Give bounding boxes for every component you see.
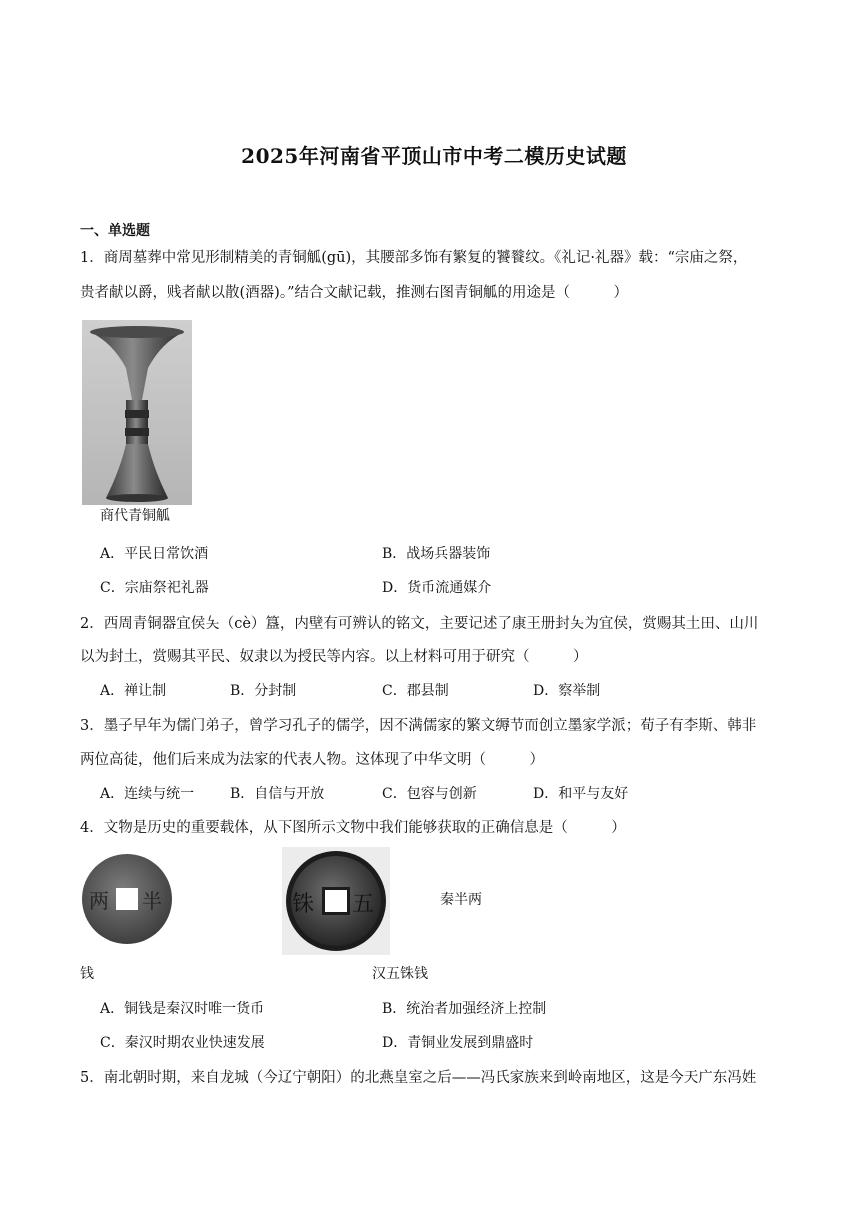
q4-option-a[interactable]: A．铜钱是秦汉时唯一货币	[100, 1001, 265, 1017]
coin2-left-char: 铢	[292, 892, 315, 917]
q2-option-b[interactable]: B．分封制	[230, 683, 297, 699]
q2-option-c[interactable]: C．郡县制	[382, 683, 449, 699]
q3-stem-line1: 3．墨子早年为儒门弟子，曾学习孔子的儒学，因不满儒家的繁文缛节而创立墨家学派；荀子有李斯、韩非	[80, 718, 757, 734]
q4-option-d[interactable]: D．青铜业发展到鼎盛时	[382, 1035, 534, 1051]
q3-option-c[interactable]: C．包容与创新	[382, 786, 477, 802]
section-heading: 一、单选题	[80, 223, 150, 239]
page-title: 2025年河南省平顶山市中考二模历史试题	[241, 144, 627, 168]
coin2-right-char: 五	[352, 892, 375, 917]
q4-coin1-caption-tail: 钱	[80, 966, 94, 982]
q4-stem-line1: 4．文物是历史的重要载体，从下图所示文物中我们能够获取的正确信息是（ ）	[80, 820, 626, 836]
q2-stem-line1: 2．西周青铜器宜侯夨（cè）簋，内壁有可辨认的铭文，主要记述了康王册封夨为宜侯，赏赐其土田、山川	[80, 616, 759, 632]
q3-stem-line2: 两位高徒，他们后来成为法家的代表人物。这体现了中华文明（ ）	[80, 752, 544, 768]
q2-option-a[interactable]: A．禅让制	[100, 683, 167, 699]
coin1-right-char: 半	[142, 889, 162, 913]
han-wuzhu-coin-image	[282, 847, 390, 955]
q4-option-b[interactable]: B．统治者加强经济上控制	[382, 1001, 547, 1017]
q1-image-caption: 商代青铜觚	[100, 508, 170, 524]
q4-option-c[interactable]: C．秦汉时期农业快速发展	[100, 1035, 265, 1051]
q3-option-d[interactable]: D．和平与友好	[533, 786, 629, 802]
q2-option-d[interactable]: D．察举制	[533, 683, 601, 699]
q1-option-c[interactable]: C．宗庙祭祀礼器	[100, 580, 209, 596]
q1-option-a[interactable]: A．平民日常饮酒	[100, 546, 209, 562]
q4-coin1-caption: 秦半两	[440, 892, 482, 908]
q1-stem-line1: 1．商周墓葬中常见形制精美的青铜觚(gū)，其腰部多饰有繁复的饕餮纹。《礼记·礼器》载：“宗庙之祭，	[80, 250, 748, 266]
q5-stem-line1: 5．南北朝时期，来自龙城（今辽宁朝阳）的北燕皇室之后——冯氏家族来到岭南地区，这是今天广东冯姓	[80, 1070, 757, 1086]
qin-banliang-coin-image	[80, 850, 175, 948]
q3-option-b[interactable]: B．自信与开放	[230, 786, 325, 802]
q1-option-d[interactable]: D．货币流通媒介	[382, 580, 492, 596]
q1-option-b[interactable]: B．战场兵器装饰	[382, 546, 491, 562]
q4-coin2-caption: 汉五铢钱	[372, 966, 428, 982]
q1-stem-line2: 贵者献以爵，贱者献以散(酒器)。”结合文献记载，推测右图青铜觚的用途是（ ）	[80, 285, 628, 301]
coin1-left-char: 两	[89, 889, 109, 913]
q3-option-a[interactable]: A．连续与统一	[100, 786, 195, 802]
q2-stem-line2: 以为封土，赏赐其平民、奴隶以为授民等内容。以上材料可用于研究（ ）	[80, 649, 588, 665]
bronze-gu-image	[82, 320, 192, 505]
